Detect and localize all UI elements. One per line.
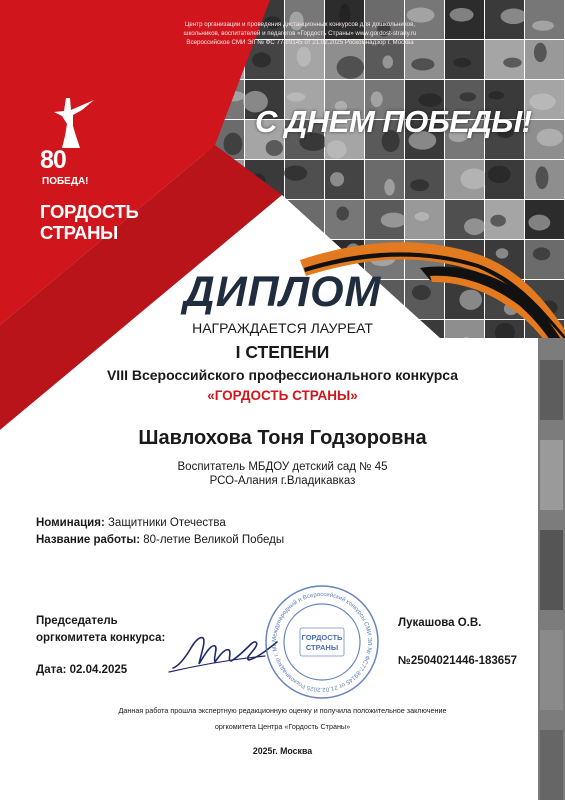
nomination-label: Номинация: bbox=[36, 517, 105, 529]
victory-day-banner: С ДНЕМ ПОБЕДЫ! bbox=[255, 104, 532, 139]
diploma-title: ДИПЛОМ bbox=[183, 268, 382, 316]
nomination-field bbox=[36, 517, 226, 529]
work-title-value: 80-летие Великой Победы bbox=[140, 534, 285, 546]
chair-label bbox=[36, 613, 165, 647]
chair-line: оргкомитета конкурса: bbox=[36, 632, 166, 644]
chair-line: Председатель bbox=[36, 615, 118, 627]
organizer-line: Центр организации и проведения дистанционных конкурсов для дошкольников, bbox=[184, 21, 416, 28]
recipient-position: Воспитатель МБДОУ детский сад № 45 bbox=[177, 461, 388, 473]
official-stamp bbox=[262, 582, 382, 702]
expert-note: оргкомитета Центра «Гордость Страны» bbox=[214, 722, 351, 731]
stamp-ring-text: Международный и Всероссийский конкурсы СМИ ЭЛ № ФС77-89145 от 21.02.2025 Роскомнадзор г. Мо bbox=[271, 591, 373, 693]
logo-pobeda-word: ПОБЕДА! bbox=[42, 176, 89, 187]
organizer-line: школьников, воспитателей и педагогов «Гордость Страны» www.gordost-strany.ru bbox=[183, 30, 417, 37]
registration-number: №2504021446-183657 bbox=[398, 655, 517, 667]
work-title-label: Название работы: bbox=[36, 534, 141, 546]
award-line: НАГРАЖДАЕТСЯ ЛАУРЕАТ bbox=[192, 320, 373, 336]
motherland-statue-logo bbox=[40, 96, 100, 148]
brand-line: СТРАНЫ bbox=[40, 222, 118, 243]
nomination-value: Защитники Отечества bbox=[104, 517, 226, 529]
organizer-info bbox=[150, 20, 450, 47]
stamp-center-line: СТРАНЫ bbox=[305, 643, 339, 652]
expert-note: Данная работа прошла экспертную редакционную оценку и получила положительное заключение bbox=[118, 706, 447, 715]
logo-80-number: 80 bbox=[40, 146, 66, 174]
stamp-center-line: ГОРДОСТЬ bbox=[301, 633, 343, 642]
brand-line: ГОРДОСТЬ bbox=[40, 201, 139, 222]
degree-line: I СТЕПЕНИ bbox=[235, 342, 330, 362]
issue-city-year: 2025г. Москва bbox=[252, 746, 313, 756]
issue-date: Дата: 02.04.2025 bbox=[36, 664, 128, 676]
contest-line: VIII Всероссийского профессионального конкурса bbox=[106, 367, 459, 383]
brand-logo bbox=[40, 201, 138, 243]
recipient-region: РСО-Алания г.Владикавказ bbox=[209, 475, 356, 487]
recipient-name: Шавлохова Тоня Годзоровна bbox=[138, 427, 427, 449]
contest-name: «ГОРДОСТЬ СТРАНЫ» bbox=[207, 388, 358, 403]
organizer-line: Всероссийское СМИ ЭЛ № ФС 77-89145 от 21.02.2025 Роскомнадзор г. Москва bbox=[186, 39, 414, 46]
signer-name: Лукашова О.В. bbox=[398, 617, 482, 629]
work-title-field bbox=[36, 534, 284, 546]
